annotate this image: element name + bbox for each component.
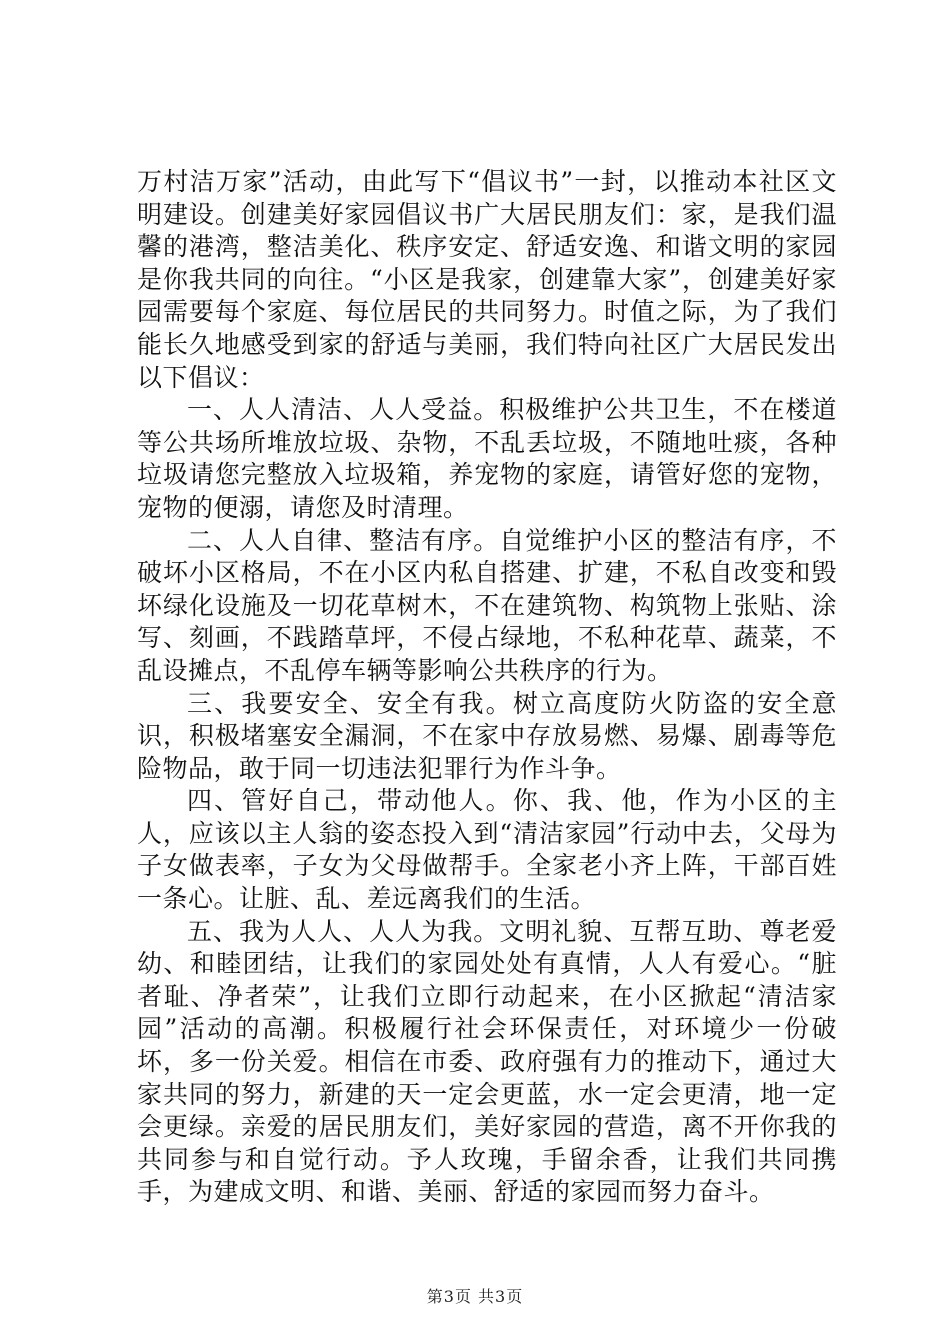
paragraph-proposal-1: 一、人人清洁、人人受益。积极维护公共卫生，不在楼道等公共场所堆放垃圾、杂物，不乱丢垃圾，不随地吐痰，各种垃圾请您完整放入垃圾箱，养宠物的家庭，请管好您的宠物，宠物的便溺，请您及时清理。 bbox=[137, 395, 837, 522]
paragraph-intro: 万村洁万家”活动，由此写下“倡议书”一封，以推动本社区文明建设。创建美好家园倡议书广大居民朋友们：家，是我们温馨的港湾，整洁美化、秩序安定、舒适安逸、和谐文明的家园是你我共同的向往。“小区是我家，创建靠大家”，创建美好家园需要每个家庭、每位居民的共同努力。时值之际，为了我们能长久地感受到家的舒适与美丽，我们特向社区广大居民发出以下倡议： bbox=[137, 167, 837, 392]
document-body bbox=[137, 166, 837, 1209]
paragraph-proposal-2: 二、人人自律、整洁有序。自觉维护小区的整洁有序，不破坏小区格局，不在小区内私自搭建、扩建，不私自改变和毁坏绿化设施及一切花草树木，不在建筑物、构筑物上张贴、涂写、刻画，不践踏草坪，不侵占绿地，不私种花草、蔬菜，不乱设摊点，不乱停车辆等影响公共秩序的行为。 bbox=[137, 525, 837, 685]
page-number-footer: 第3页 共3页 bbox=[426, 1287, 524, 1306]
paragraph-proposal-4: 四、管好自己，带动他人。你、我、他，作为小区的主人，应该以主人翁的姿态投入到“清洁家园”行动中去，父母为子女做表率，子女为父母做帮手。全家老小齐上阵，干部百姓一条心。让脏、乱、差远离我们的生活。 bbox=[137, 786, 837, 914]
paragraph-proposal-3: 三、我要安全、安全有我。树立高度防火防盗的安全意识，积极堵塞安全漏洞，不在家中存放易燃、易爆、剧毒等危险物品，敢于同一切违法犯罪行为作斗争。 bbox=[137, 688, 837, 783]
paragraph-proposal-5: 五、我为人人、人人为我。文明礼貌、互帮互助、尊老爱幼、和睦团结，让我们的家园处处有真情，人人有爱心。“脏者耻、净者荣”，让我们立即行动起来，在小区掀起“清洁家园”活动的高潮。积极履行社会环保责任，对环境少一份破坏，多一份关爱。相信在市委、政府强有力的推动下，通过大家共同的努力，新建的天一定会更蓝，水一定会更清，地一定会更绿。亲爱的居民朋友们，美好家园的营造，离不开你我的共同参与和自觉行动。予人玫瑰，手留余香，让我们共同携手，为建成文明、和谐、美丽、舒适的家园而努力奋斗。 bbox=[137, 916, 837, 1207]
